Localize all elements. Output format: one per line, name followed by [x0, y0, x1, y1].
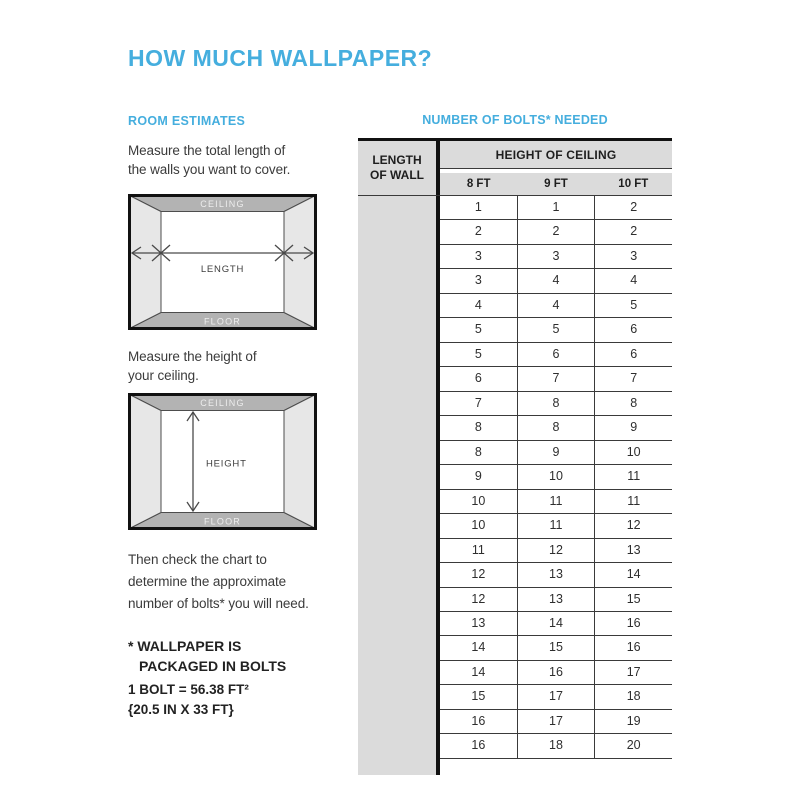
bolt-count-cell: 18 — [518, 734, 596, 757]
bolt-count-cell: 5 — [440, 343, 518, 366]
bolt-count-cell: 17 — [518, 685, 596, 708]
bolt-count-cell: 16 — [440, 710, 518, 733]
bolt-count-cell: 16 — [626, 640, 641, 655]
bolt-count-cell: 2 — [630, 200, 638, 214]
bolt-count-cell: 5 — [630, 297, 638, 312]
bolt-count-cell: 20 — [626, 738, 641, 753]
bolt-count-cell: 14 — [518, 612, 596, 635]
length-measure-label: LENGTH — [200, 264, 245, 275]
bolt-count-cell: 16 — [626, 615, 641, 630]
room-height-diagram — [128, 393, 317, 530]
bolt-count-cell: 4 — [518, 294, 596, 317]
bolt-count-cell: 15 — [518, 636, 596, 659]
height-measure-label: HEIGHT — [206, 458, 247, 470]
bolts-footnote — [128, 636, 286, 676]
step3-line3: number of bolts* you will need. — [128, 596, 309, 611]
step1-instructions — [128, 141, 290, 179]
bolt-count-cell: 7 — [440, 392, 518, 415]
bolt-count-cell: 1 — [440, 196, 518, 219]
ceiling-label: CEILING — [200, 398, 245, 408]
floor-label: FLOOR — [203, 516, 242, 527]
ceiling-header-group — [440, 141, 672, 195]
bolt-count-cell: 9 — [518, 441, 596, 464]
bolt-count-cell: 15 — [626, 591, 641, 606]
left-wall-face — [130, 196, 162, 329]
bolt-count-cell: 7 — [630, 371, 638, 386]
right-wall-face — [284, 196, 316, 329]
bolt-count-cell: 3 — [440, 269, 518, 292]
floor-label: FLOOR — [203, 316, 242, 327]
bolt-count-cell: 16 — [440, 734, 518, 757]
row-dimension-header — [358, 141, 436, 195]
table-header — [358, 141, 672, 196]
bolt-count-cell: 13 — [518, 588, 596, 611]
bolt-count-cell: 11 — [518, 514, 596, 537]
step2-line2: your ceiling. — [128, 368, 199, 383]
bolt-count-cell: 9 — [440, 465, 518, 488]
bolt-count-cell: 13 — [626, 542, 641, 557]
room-estimates-heading: ROOM ESTIMATES — [128, 114, 246, 128]
bolt-count-cell: 10 — [626, 444, 641, 459]
step1-line2: the walls you want to cover. — [128, 162, 291, 177]
bolt-count-cell: 5 — [518, 318, 596, 341]
label-column-divider — [436, 141, 440, 775]
row-dimension-line2: OF WALL — [370, 168, 424, 182]
bolt-count-cell: 8 — [518, 416, 596, 439]
ceiling-height-subheaders — [440, 173, 672, 195]
bolt-count-cell: 11 — [440, 539, 518, 562]
bolt-count-cell: 3 — [518, 245, 596, 268]
step2-line1: Measure the height of — [128, 349, 257, 364]
bolt-count-cell: 12 — [626, 518, 641, 533]
bolt-spec-line1: 1 BOLT = 56.38 FT² — [128, 682, 249, 697]
bolt-count-cell: 15 — [440, 685, 518, 708]
bolts-table — [358, 138, 672, 759]
bolt-count-cell: 13 — [518, 563, 596, 586]
bolt-count-cell: 6 — [518, 343, 596, 366]
bolt-count-cell: 10 — [440, 514, 518, 537]
bolt-count-cell: 11 — [627, 493, 641, 508]
bolt-count-cell: 19 — [626, 713, 641, 728]
step3-line2: determine the approximate — [128, 574, 287, 589]
footnote-line1: * WALLPAPER IS — [128, 638, 242, 654]
col-header-10ft: 10 FT — [618, 178, 649, 190]
bolt-count-cell: 6 — [630, 322, 638, 337]
bolt-count-cell: 17 — [626, 664, 641, 679]
bolt-count-cell: 11 — [518, 490, 596, 513]
bolt-count-cell: 7 — [518, 367, 596, 390]
right-wall-face — [284, 395, 316, 529]
bolt-count-cell: 10 — [518, 465, 596, 488]
bolt-count-cell: 14 — [440, 636, 518, 659]
bolt-count-cell: 1 — [518, 196, 596, 219]
bolt-count-cell: 2 — [518, 220, 596, 243]
bolt-count-cell: 9 — [630, 420, 638, 435]
bolt-count-cell: 5 — [440, 318, 518, 341]
col-header-9ft: 9 FT — [544, 178, 568, 190]
bolt-count-cell: 8 — [440, 441, 518, 464]
bolt-count-cell: 4 — [630, 273, 638, 288]
bolt-count-cell: 14 — [626, 567, 641, 582]
page-title: HOW MUCH WALLPAPER? — [128, 45, 433, 72]
bolt-count-cell: 4 — [518, 269, 596, 292]
left-wall-face — [130, 395, 162, 529]
bolt-count-cell: 13 — [440, 612, 518, 635]
bolt-count-cell: 8 — [630, 395, 638, 410]
label-column-background — [358, 141, 436, 775]
bolt-count-cell: 12 — [440, 563, 518, 586]
bolt-count-cell: 6 — [440, 367, 518, 390]
footnote-line2: PACKAGED IN BOLTS — [139, 658, 287, 674]
bolt-count-cell: 14 — [440, 661, 518, 684]
bolt-count-cell: 6 — [630, 346, 638, 361]
bolts-table-section — [358, 113, 672, 759]
bolt-count-cell: 3 — [440, 245, 518, 268]
column-dimension-header: HEIGHT OF CEILING — [440, 141, 672, 169]
bolt-spec — [128, 680, 249, 720]
bolt-count-cell: 2 — [440, 220, 518, 243]
bolt-count-cell: 16 — [518, 661, 596, 684]
bolts-table-heading: NUMBER OF BOLTS* NEEDED — [422, 113, 608, 127]
bolt-count-cell: 12 — [518, 539, 596, 562]
bolt-count-cell: 8 — [440, 416, 518, 439]
step2-instructions — [128, 347, 256, 385]
bolt-count-cell: 8 — [518, 392, 596, 415]
col-header-8ft: 8 FT — [466, 178, 491, 190]
bolt-count-cell: 11 — [627, 469, 641, 484]
room-length-diagram — [128, 194, 317, 330]
bolt-count-cell: 4 — [440, 294, 518, 317]
bolt-count-cell: 2 — [630, 224, 638, 239]
bolt-count-cell: 18 — [626, 689, 641, 704]
ceiling-label: CEILING — [200, 199, 245, 209]
bolt-count-cell: 12 — [440, 588, 518, 611]
row-dimension-line1: LENGTH — [372, 153, 422, 167]
bolt-spec-line2: {20.5 IN X 33 FT} — [128, 702, 234, 717]
step3-line1: Then check the chart to — [128, 552, 267, 567]
bolt-count-cell: 3 — [630, 248, 638, 263]
step1-line1: Measure the total length of — [128, 143, 286, 158]
bolt-count-cell: 10 — [440, 490, 518, 513]
step3-instructions — [128, 549, 309, 615]
back-wall-face — [161, 212, 284, 313]
bolt-count-cell: 17 — [518, 710, 596, 733]
